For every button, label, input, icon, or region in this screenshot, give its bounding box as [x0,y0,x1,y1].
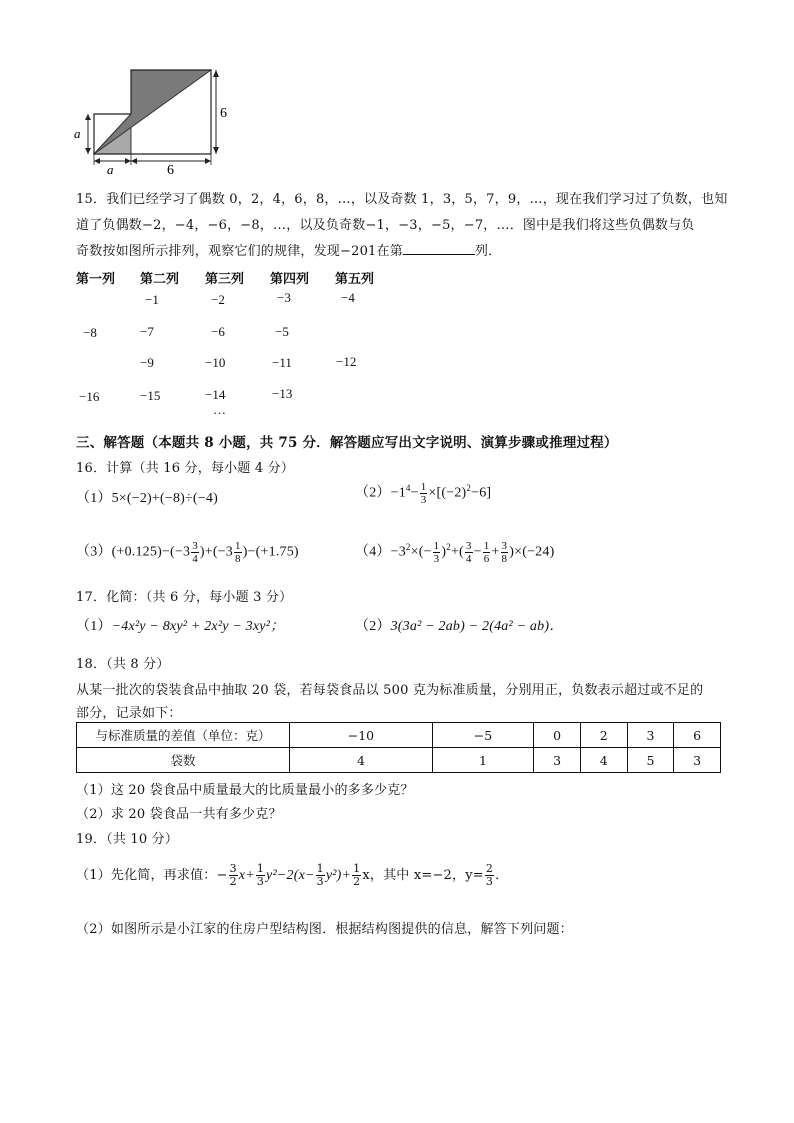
table-cell: 6 [674,723,721,748]
q18-sub2: （2）求 20 袋食品一共有多少克？ [76,807,282,822]
seq-cell: −14 [205,387,226,402]
seq-cell: −2 [211,292,225,307]
label-a-bottom: a [107,162,114,177]
seq-cell: −16 [79,389,100,404]
q15-line3-text: 奇数按如图所示排列，观察它们的规律，发现−201在第 [76,244,403,259]
seq-cell: −5 [275,324,289,339]
table-cell: 4 [290,748,433,773]
q16-p3-frac2: $\frac{1}{8}$ [235,540,241,565]
q15-line2: 道了负偶数−2，−4，−6，−8，…，以及负奇数−1，−3，−5，−7，…．图中是我们将这些负偶数与负 [76,218,695,233]
table-cell: −5 [432,723,533,748]
table-cell: 3 [534,748,581,773]
col-header-3: 第三列 [205,272,245,287]
table-row [77,723,721,748]
q16-p1-label: （1） [76,491,112,506]
seq-cell: −3 [277,290,291,305]
q19-frac4: $\frac{1}{2}$ [353,862,361,888]
record-table [76,722,721,773]
q17-p2-expr: 3(3a² − 2ab) − 2(4a² − ab)． [390,619,564,634]
table-cell: 5 [627,748,674,773]
label-6-right: 6 [220,106,227,121]
q19-sub1-b: x+ [238,868,255,883]
col-header-4: 第四列 [270,272,310,287]
q16-p2-d: −6] [471,485,492,501]
table-row [77,748,721,773]
q19-frac5: $\frac{2}{3}$ [485,862,494,888]
q16-p2-label: （2） [355,485,391,501]
q18-title: 18．（共 8 分） [76,657,170,672]
geometry-figure [70,62,240,178]
q16-p2-a: −1 [390,485,406,501]
q15-line3-end: 列． [474,244,502,259]
q16-p4-e: − [473,544,482,560]
answer-blank[interactable] [403,242,475,255]
q16-p2-b: − [410,485,419,501]
q16-p4-frac3: $\frac{3}{8}$ [501,540,508,565]
q17-title: 17．化简：（共 6 分，每小题 3 分） [76,590,293,605]
q16-part1 [76,487,218,507]
q19-sub1-e: x，其中 x=−2，y= [362,868,484,883]
q19-frac2: $\frac{1}{3}$ [256,862,265,888]
seq-cell: −15 [140,388,161,403]
col-header-2: 第二列 [140,272,180,287]
q16-part3 [76,540,299,565]
q17-part2 [355,615,563,635]
seq-cell: −4 [341,290,355,305]
seq-cell: −6 [211,324,225,339]
q16-p4-exp2: 2 [446,542,451,553]
q16-title: 16．计算（共 16 分，每小题 4 分） [76,461,295,476]
seq-cell: −11 [272,355,292,370]
q17-p2-label: （2） [355,619,391,634]
table-cell: 2 [580,723,627,748]
q16-p4-frac1: $\frac{3}{4}$ [465,540,472,565]
seq-cell: −13 [272,386,293,401]
q16-p4-label: （4） [355,544,391,560]
q15-line1: 15．我们已经学习了偶数 0，2，4，6，8，…，以及奇数 1，3，5，7，9，…，现在我们学习过了负数，也知 [76,192,728,207]
shaded-large-region [94,70,211,154]
q15-line3 [76,240,501,259]
q19-sub1-a: （1）先化简，再求值：− [76,868,228,883]
q16-p4-frac: $\frac{1}{3}$ [433,540,440,565]
q16-p2-frac: $\frac{1}{3}$ [420,481,427,506]
q18-intro-line2: 部分，记录如下： [76,706,182,721]
seq-ellipsis: … [213,402,226,417]
q16-p3-b: )+(−3 [199,544,234,560]
seq-cell: −9 [140,355,154,370]
q19-frac3: $\frac{1}{3}$ [316,862,324,888]
table-cell: 3 [674,748,721,773]
q17-p1-label: （1） [76,619,112,634]
q17-p1-expr: −4x²y − 8xy² + 2x²y − 3xy²； [111,619,285,634]
q19-title: 19．（共 10 分） [76,832,179,847]
q16-p4-d: +( [450,544,464,560]
col-header-5: 第五列 [335,272,375,287]
q19-sub1-d: y²)+ [325,868,352,883]
table-row-label: 袋数 [77,748,290,773]
q16-p3-frac1: $\frac{3}{4}$ [192,540,198,565]
q16-p2-c: ×[(−2) [428,485,467,501]
seq-cell: −7 [140,324,154,339]
q16-p1-expr: 5×(−2)+(−8)÷(−4) [111,491,218,506]
q16-p4-exp: 2 [405,542,411,553]
seq-cell: −1 [145,292,159,307]
label-a-left: a [74,126,81,141]
q16-p4-f: + [491,544,500,560]
q18-intro-line1: 从某一批次的袋装食品中抽取 20 袋，若每袋食品以 500 克为标准质量，分别用正，负数表示超过或不足的 [76,683,704,698]
q19-sub2: （2）如图所示是小江家的住房户型结构图．根据结构图提供的信息，解答下列问题： [76,922,573,937]
table-cell: 4 [580,748,627,773]
table-cell: 0 [534,723,581,748]
table-cell: −10 [290,723,433,748]
q19-frac1: $\frac{3}{2}$ [229,862,237,888]
seq-cell: −8 [83,325,97,340]
col-header-1: 第一列 [76,272,116,287]
seq-cell: −10 [205,355,226,370]
q16-p2-exp2: 2 [466,483,472,494]
q16-p4-g: )×(−24) [509,544,555,560]
q16-p3-label: （3） [76,544,112,560]
q16-p3-c: )−(+1.75) [242,544,299,560]
q19-sub1-f: ． [495,868,509,883]
section3-title: 三、解答题（本题共 8 小题，共 75 分．解答题应写出文字说明、演算步骤或推理过程） [76,435,618,451]
table-cell: 1 [432,748,533,773]
q16-part2 [355,481,491,506]
table-row-label: 与标准质量的差值（单位：克） [77,723,290,748]
q16-p2-exp: 4 [405,483,411,494]
label-6-bottom: 6 [167,163,174,178]
q16-p4-frac2: $\frac{1}{6}$ [483,540,490,565]
q16-p4-c: ) [441,544,447,560]
q18-sub1: （1）这 20 袋食品中质量最大的比质量最小的多多少克？ [76,783,414,798]
q19-sub1 [76,863,508,888]
q19-sub1-c: y²−2(x− [266,868,315,883]
q17-part1 [76,615,284,635]
q16-p3-a: (+0.125)−(−3 [111,544,191,560]
q16-p4-a: −3 [390,544,406,560]
q16-p4-b: ×(− [410,544,432,560]
seq-cell: −12 [336,354,357,369]
q16-part4 [355,540,554,565]
table-cell: 3 [627,723,674,748]
